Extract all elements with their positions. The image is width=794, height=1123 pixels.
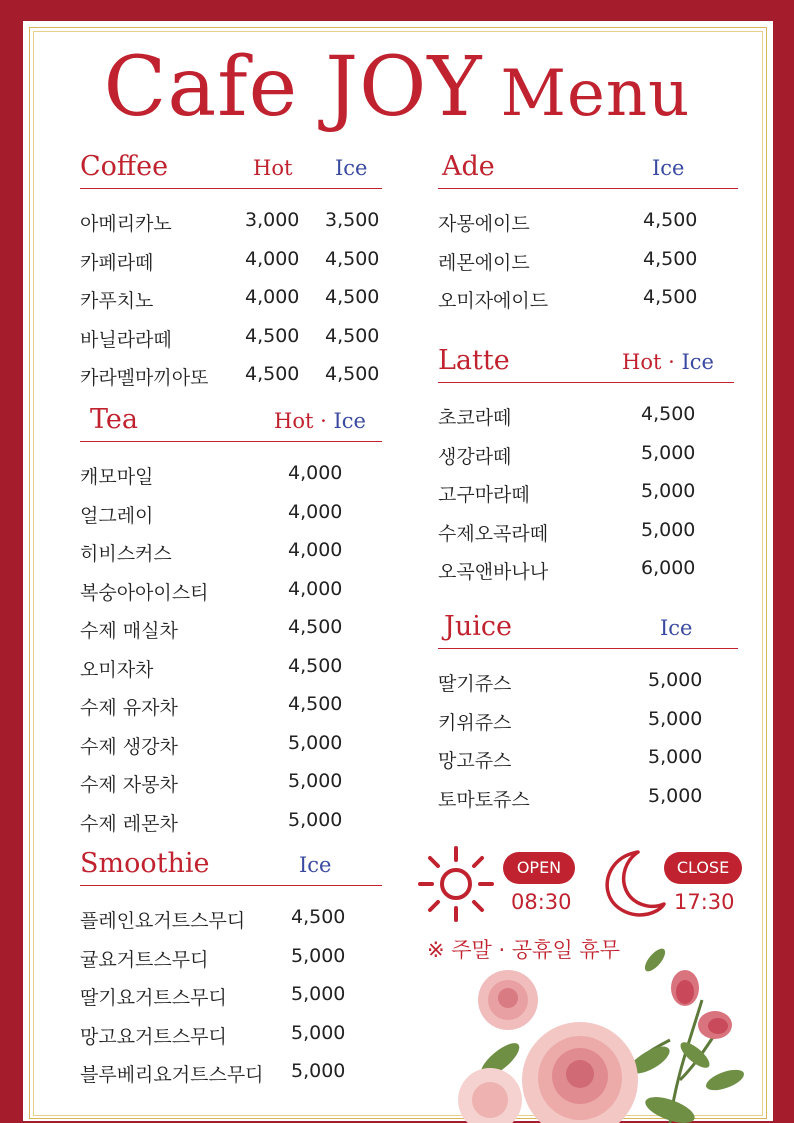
item-price: 4,500 <box>288 693 343 715</box>
item-price-ice: 4,500 <box>325 247 380 270</box>
item-name: 귤요거트스무디 <box>80 948 209 971</box>
item-name: 고구마라떼 <box>438 484 530 506</box>
item-price: 6,000 <box>641 557 696 579</box>
item-name: 생강라떼 <box>438 445 512 468</box>
title-sub: Menu <box>500 57 691 131</box>
item-price-hot: 4,500 <box>245 363 300 385</box>
item-price: 4,000 <box>288 539 343 561</box>
holiday-notice: ※ 주말 · 공휴일 휴무 <box>427 938 620 962</box>
menu-item <box>438 549 734 588</box>
item-price: 4,000 <box>288 462 343 484</box>
item-price: 5,000 <box>291 1021 346 1044</box>
open-badge: OPEN <box>503 852 575 884</box>
section-coffee <box>80 148 382 394</box>
open-time: 08:30 <box>511 890 572 914</box>
item-price: 4,000 <box>288 577 343 600</box>
item-name: 망고쥬스 <box>438 750 512 772</box>
menu-item <box>80 570 382 609</box>
item-price-hot: 3,000 <box>245 209 300 231</box>
item-price: 5,000 <box>291 983 346 1005</box>
menu-item <box>80 201 382 240</box>
tea-list <box>80 454 382 839</box>
menu-item <box>80 724 382 763</box>
section-header <box>80 845 382 886</box>
item-name: 키위쥬스 <box>438 711 512 734</box>
item-name: 수제 생강차 <box>80 735 178 758</box>
item-price: 5,000 <box>288 808 343 831</box>
section-header <box>438 608 738 649</box>
menu-item <box>80 608 382 647</box>
item-price: 5,000 <box>648 707 703 730</box>
item-price: 4,500 <box>291 906 346 928</box>
menu-item <box>80 975 382 1014</box>
item-price: 5,000 <box>288 731 343 754</box>
close-badge: CLOSE <box>664 852 742 884</box>
menu-item <box>80 647 382 686</box>
item-price: 5,000 <box>648 669 703 691</box>
item-name: 수제 유자차 <box>80 697 178 719</box>
menu-item <box>80 355 382 394</box>
item-price: 5,000 <box>641 480 696 502</box>
item-price: 5,000 <box>291 944 346 967</box>
item-name: 초코라떼 <box>438 407 512 429</box>
ice-label: Ice <box>660 616 693 640</box>
item-name: 수제 레몬차 <box>80 812 178 835</box>
section-header <box>438 148 738 189</box>
item-name: 오미자에이드 <box>438 290 549 312</box>
menu-title <box>0 40 794 135</box>
section-ade <box>438 148 738 317</box>
menu-item <box>80 317 382 356</box>
menu-item <box>80 685 382 724</box>
menu-item <box>80 278 382 317</box>
item-price-ice: 3,500 <box>325 209 380 231</box>
item-price-hot: 4,000 <box>245 286 300 308</box>
item-name: 아메리카노 <box>80 213 172 235</box>
item-name: 히비스커스 <box>80 543 172 565</box>
item-name: 수제오곡라떼 <box>438 522 549 545</box>
menu-item <box>80 898 382 937</box>
item-name: 플레인요거트스무디 <box>80 910 246 932</box>
item-price: 5,000 <box>288 770 343 792</box>
item-price-ice: 4,500 <box>325 286 380 308</box>
item-name: 블루베리요거트스무디 <box>80 1064 264 1086</box>
item-price: 5,000 <box>648 746 703 768</box>
menu-item <box>438 661 738 700</box>
ice-label: Ice <box>335 156 368 180</box>
item-name: 캐모마일 <box>80 466 154 488</box>
menu-item <box>438 395 734 434</box>
coffee-list <box>80 201 382 394</box>
item-name: 오미자차 <box>80 658 154 681</box>
menu-item <box>80 1052 382 1091</box>
item-price: 4,500 <box>643 247 698 270</box>
item-name: 카푸치노 <box>80 290 154 312</box>
sun-icon <box>417 845 495 923</box>
section-title: Tea <box>90 404 138 435</box>
menu-item <box>80 937 382 976</box>
menu-item <box>438 777 738 816</box>
section-title: Juice <box>444 611 512 642</box>
menu-item <box>438 278 738 317</box>
item-price: 4,500 <box>288 654 343 677</box>
item-price: 4,000 <box>288 500 343 523</box>
item-price: 4,500 <box>643 286 698 308</box>
item-price: 5,000 <box>641 441 696 464</box>
menu-item <box>80 493 382 532</box>
item-name: 토마토쥬스 <box>438 788 530 811</box>
menu-item <box>438 434 734 473</box>
menu-item <box>80 801 382 840</box>
rose-decoration <box>440 940 750 1123</box>
item-name: 카라멜마끼아또 <box>80 367 209 389</box>
juice-list <box>438 661 738 815</box>
section-juice <box>438 608 738 815</box>
item-name: 망고요거트스무디 <box>80 1025 227 1048</box>
title-main: Cafe JOY <box>103 40 483 135</box>
menu-item <box>80 240 382 279</box>
menu-item <box>80 1014 382 1053</box>
menu-item <box>438 700 738 739</box>
item-name: 딸기쥬스 <box>438 673 512 695</box>
smoothie-list <box>80 898 382 1091</box>
item-name: 자몽에이드 <box>438 213 530 235</box>
menu-item <box>438 472 734 511</box>
item-price: 5,000 <box>291 1060 346 1082</box>
ade-list <box>438 201 738 317</box>
item-price: 5,000 <box>641 518 696 541</box>
latte-list <box>438 395 734 588</box>
item-price: 4,500 <box>288 616 343 638</box>
menu-item <box>80 454 382 493</box>
item-name: 바닐라라떼 <box>80 328 172 351</box>
menu-item <box>438 201 738 240</box>
item-name: 오곡앤바나나 <box>438 561 549 583</box>
item-name: 카페라떼 <box>80 251 154 274</box>
hot-ice-label: Hot · Ice <box>622 350 714 374</box>
item-name: 레몬에이드 <box>438 251 530 274</box>
section-header <box>80 148 382 189</box>
section-header <box>438 342 734 383</box>
item-name: 얼그레이 <box>80 504 154 527</box>
item-price: 4,500 <box>643 209 698 231</box>
section-title: Latte <box>438 345 510 376</box>
menu-item <box>80 531 382 570</box>
section-smoothie <box>80 845 382 1091</box>
section-latte <box>438 342 734 588</box>
crescent-moon-icon <box>602 848 666 920</box>
menu-item <box>438 511 734 550</box>
hot-label: Hot <box>253 156 293 180</box>
section-header <box>80 401 382 442</box>
item-name: 수제 매실차 <box>80 620 178 642</box>
item-price-hot: 4,000 <box>245 247 300 270</box>
close-time: 17:30 <box>674 890 735 914</box>
hot-ice-label: Hot · Ice <box>274 409 366 433</box>
menu-item <box>438 240 738 279</box>
item-price: 4,500 <box>641 403 696 425</box>
ice-label: Ice <box>652 156 685 180</box>
ice-label: Ice <box>299 853 332 877</box>
section-title: Ade <box>442 151 495 182</box>
item-name: 복숭아아이스티 <box>80 581 209 604</box>
menu-item <box>438 738 738 777</box>
item-price-hot: 4,500 <box>245 324 300 347</box>
item-name: 딸기요거트스무디 <box>80 987 227 1009</box>
section-title: Coffee <box>80 151 169 182</box>
menu-item <box>80 762 382 801</box>
section-title: Smoothie <box>80 848 210 879</box>
item-price-ice: 4,500 <box>325 324 380 347</box>
item-price: 5,000 <box>648 784 703 807</box>
item-price-ice: 4,500 <box>325 363 380 385</box>
section-tea <box>80 401 382 839</box>
item-name: 수제 자몽차 <box>80 774 178 796</box>
